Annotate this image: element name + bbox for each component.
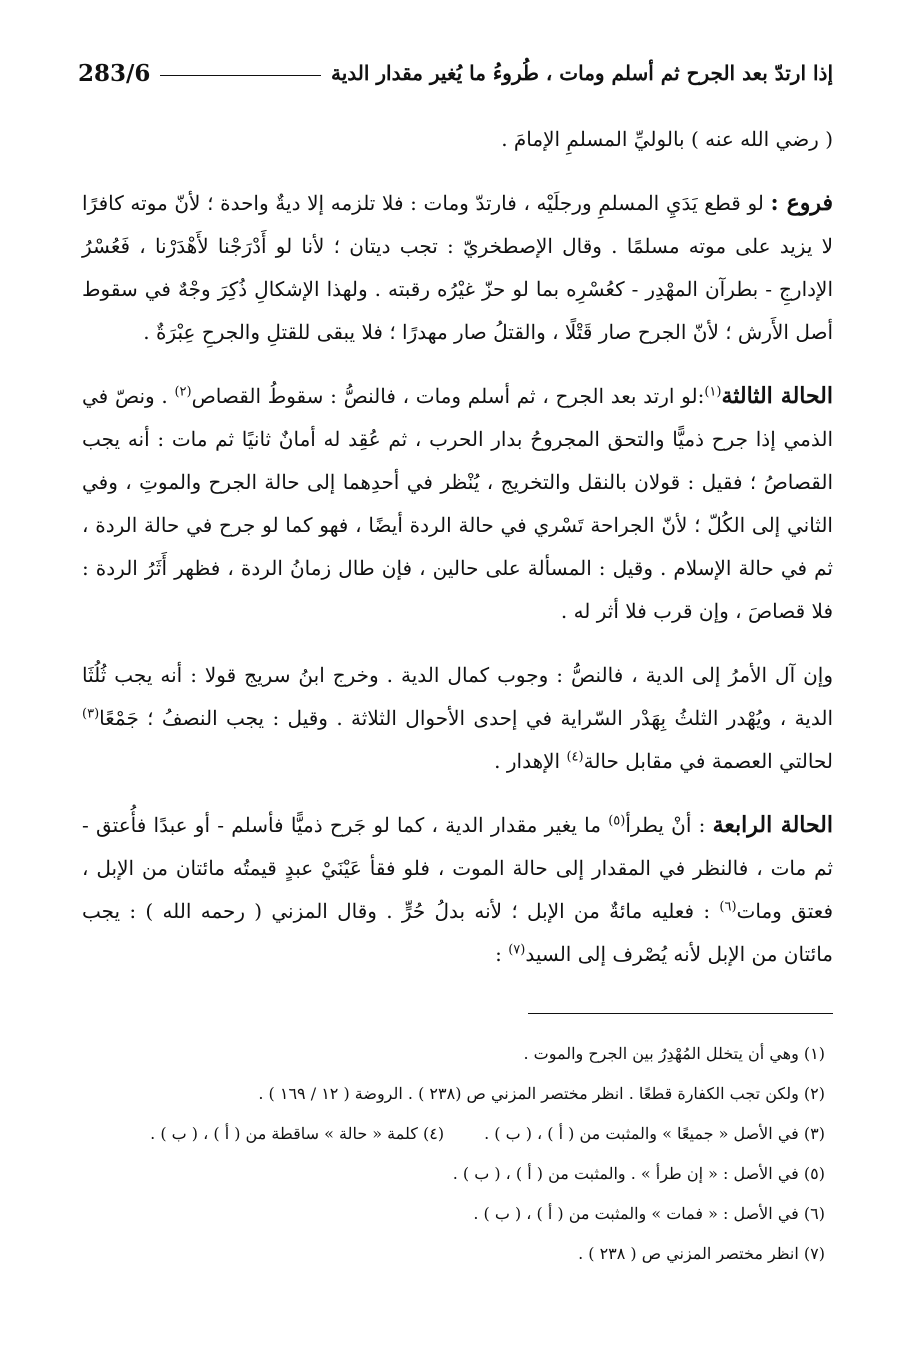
paragraph-fourth-case-text-c: : فعليه مائةٌ من الإبل ؛ لأنه بدلُ حُرٍّ . وقال المزني ( رحمه الله ) : يجب مائتان من الإبل لأنه يُصْرف إلى السيد — [82, 899, 833, 966]
paragraph-furu-text: لو قطع يَدَيِ المسلمِ ورجلَيْه ، فارتدّ ومات : فلا تلزمه إلا ديةٌ واحدة ؛ لأنّ موته كافرًا لا يزيد على موته مسلمًا . وقال الإصطخريّ : تجب ديتان ؛ لأنا لو أَدْرَجْنا لأَهْدَرْنا ، فَعُسْرُ الإدارجِ - بطرآن المهْدِر - كعُسْرِه بما لو حزّ غيْرُه رقبته . ولهذا الإشكالِ ذُكِرَ وجْهٌ في سقوط أصل الأَرش ؛ لأنّ الجرح صار قَتْلًا ، والقتلُ صار مهدرًا ؛ فلا يبقى للقتلِ والجرحِ عِبْرَةٌ . — [82, 191, 833, 344]
paragraph-diya-text-b: لحالتي العصمة في مقابل حالة — [583, 749, 833, 773]
footnote-2: (٢) ولكن تجب الكفارة قطعًا . انظر مختصر المزني ص (٢٣٨ ) . الروضة ( ١٢ / ١٦٩ ) . — [258, 1084, 825, 1103]
paragraph-furu — [82, 182, 833, 354]
footnote-ref-4[interactable]: (٤) — [566, 749, 584, 765]
header-rule — [160, 75, 321, 76]
footnote-7: (٧) انظر مختصر المزني ص ( ٢٣٨ ) . — [578, 1244, 825, 1263]
footnote-ref-6[interactable]: (٦) — [719, 899, 737, 915]
section-heading-furu: فروع : — [770, 190, 834, 216]
footnote-ref-7[interactable]: (٧) — [508, 942, 526, 958]
footnote-4: (٤) كلمة « حالة » ساقطة من ( أ ) ، ( ب ) . — [150, 1124, 445, 1143]
footnote-5: (٥) في الأصل : « إن طرأ » . والمثبت من ( أ ) ، ( ب ) . — [452, 1164, 825, 1183]
paragraph-third-case — [82, 375, 833, 633]
page-header — [78, 52, 833, 94]
paragraph-third-case-text-a: :لو ارتد بعد الجرح ، ثم أسلم ومات ، فالنصُّ : سقوطُ القصاص — [191, 384, 705, 408]
running-title: إذا ارتدّ بعد الجرح ثم أسلم ومات ، طُروءُ ما يُغير مقدار الدية — [330, 61, 833, 85]
footnote-ref-1[interactable]: (١) — [704, 384, 722, 400]
footnotes — [82, 1034, 825, 1274]
paragraph-1-text: ( رضي الله عنه ) بالوليِّ المسلمِ الإمامَ . — [501, 127, 833, 151]
paragraph-fourth-case-text-a: : أنْ يطرأ — [625, 813, 713, 837]
footnote-divider — [528, 1013, 833, 1014]
footnote-6: (٦) في الأصل : « فمات » والمثبت من ( أ ) ، ( ب ) . — [473, 1204, 825, 1223]
footnote-1: (١) وهي أن يتخلل المُهْدِرُ بين الجرح والموت . — [523, 1044, 825, 1063]
main-text — [82, 118, 833, 997]
footnote-3: (٣) في الأصل « جميعًا » والمثبت من ( أ ) ، ( ب ) . — [484, 1124, 825, 1143]
paragraph-diya-text-c: الإهدار . — [494, 749, 567, 773]
section-heading-fourth-case: الحالة الرابعة — [712, 812, 833, 838]
paragraph-1 — [82, 118, 833, 161]
paragraph-third-case-text-b: . ونصّ في الذمي إذا جرح ذميًّا والتحق المجروحُ بدار الحرب ، ثم عُقِد له أمانٌ ثانيًا ثم مات : أنه يجب القصاصُ ؛ فقيل : قولان بالنقل والتخريج ، يُنْظر في أحدِهما إلى حالة الجرح والموتِ ، وفي الثاني إلى الكُلّ ؛ لأنّ الجراحة تَسْري في حالة الردة أيضًا ، فهو كما لو جرح في حالة الردة ، ثم في حالة الإسلام . وقيل : المسألة على حالين ، فإن طال زمانُ الردة ، فظهر أَثَرُ الردة : فلا قصاصَ ، وإن قرب فلا أثر له . — [82, 384, 833, 623]
paragraph-diya — [82, 654, 833, 783]
footnote-ref-2[interactable]: (٢) — [174, 384, 192, 400]
footnote-ref-3[interactable]: (٣) — [82, 706, 100, 722]
paragraph-fourth-case-text-d: : — [495, 942, 509, 966]
paragraph-diya-text-a: وإن آل الأمرُ إلى الدية ، فالنصُّ : وجوب كمال الدية . وخرج ابنُ سريج قولا : أنه يجب ثُلُثَا الدية ، ويُهْدر الثلثُ بِهَدْر السّراية في إحدى الأحوال الثلاثة . وقيل : يجب النصفُ ؛ جَمْعًا — [82, 663, 833, 730]
footnote-3-4 — [82, 1114, 825, 1154]
paragraph-fourth-case-text-b: ما يغير مقدار الدية ، كما لو جَرح ذميًّا فأسلم - أو عبدًا فأُعتق - ثم مات ، فالنظر في المقدار إلى حالة الموت ، فلو فقأ عَيْنَيْ عبدٍ قيمتُه مائتان من الإبل ، فعتق ومات — [82, 813, 834, 923]
footnote-ref-5[interactable]: (٥) — [608, 813, 626, 829]
section-heading-third-case: الحالة الثالثة — [721, 383, 833, 409]
page-number: 283/6 — [78, 59, 151, 87]
paragraph-fourth-case — [82, 804, 833, 976]
